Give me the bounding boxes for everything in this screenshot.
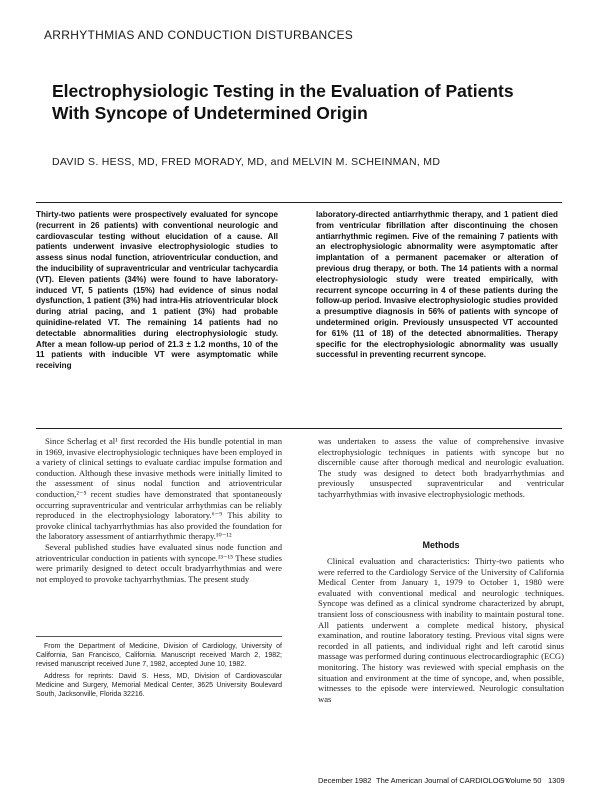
journal-section-heading: ARRHYTHMIAS AND CONDUCTION DISTURBANCES bbox=[44, 28, 354, 42]
footnotes bbox=[36, 642, 282, 702]
abstract-right-column: laboratory-directed antiarrhythmic therapy, and 1 patient died from ventricular fibrillation after discontinuing the chosen antiarrhythmic regimen. Five of the remaining 7 patients with an electrophysiologic abnormality were asymptomatic after implantation of a permanent pacemaker or alteration of previous drug therapy, or both. The 14 patients with a normal electrophysiologic study were treated empirically, with recurrent syncope occurring in 4 of these patients during the follow-up period. Invasive electrophysiologic studies provided a presumptive diagnosis in 56% of patients with syncope of undetermined origin. Previously unsuspected VT accounted for 61% (11 of 18) of the detected abnormalities. Therapy specific for the electrophysiologic abnormality was usually successful in preventing recurrent syncope. bbox=[316, 210, 558, 360]
article-title-line-1: Electrophysiologic Testing in the Evaluation of Patients bbox=[52, 81, 514, 101]
footnote-reprints: Address for reprints: David S. Hess, MD, Division of Cardiovascular Medicine and Surgery, Memorial Medical Center, 3625 University Boulevard South, Jacksonville, Florida 32216. bbox=[36, 673, 282, 698]
article-title-line-2: With Syncope of Undetermined Origin bbox=[52, 103, 368, 123]
abstract-left-column: Thirty-two patients were prospectively evaluated for syncope (recurrent in 26 patients) with conventional neurologic and cardiovascular testing without elucidation of a cause. All patients underwent invasive electrophysiologic studies to assess sinus nodal function, atrioventricular conduction, and the inducibility of supraventricular and ventricular tachycardia (VT). Eleven patients (34%) were found to have laboratory-induced VT, 5 patients (15%) had evidence of sinus nodal dysfunction, 1 patient (3%) had intra-His atrioventricular block during atrial pacing, and 1 patient (3%) had probable quinidine-related VT. The remaining 14 patients had no detectable abnormalities during electrophysiologic study. After a mean follow-up period of 21.3 ± 1.2 months, 10 of the 11 patients with inducible VT were asymptomatic while receiving bbox=[36, 210, 278, 371]
intro-paragraph-2: Several published studies have evaluated sinus node function and atrioventricular conduction in patients with syncope.¹³⁻¹⁵ These studies were primarily designed to detect occult bradyarrhythmias and were not employed to provoke tachyarrhythmias. The present study bbox=[36, 541, 282, 584]
intro-paragraph-continued: was undertaken to assess the value of comprehensive invasive electrophysiologic techniques in patients with syncope but no discernible cause after thorough medical and neurologic evaluation. The study was designed to detect both bradyarrhythmias and previously unsuspected supraventricular and ventricular tachyarrhythmias with invasive electrophysiologic methods. bbox=[318, 436, 564, 499]
footnote-affiliation: From the Department of Medicine, Division of Cardiology, University of California, San Francisco, California. Manuscript received March 2, 1982; revised manuscript received June 7, 1982, accepted June 10, 1982. bbox=[36, 643, 282, 668]
methods-column bbox=[318, 556, 564, 704]
intro-paragraph-1: Since Scherlag et al¹ first recorded the His bundle potential in man in 1969, invasive electrophysiologic techniques have been employed in a variety of clinical settings to evaluate cardiac impulse formation and conduction. Although these invasive methods were initially limited to the assessment of sinus nodal function and atrioventricular conduction,²⁻⁵ recent studies have demonstrated that spontaneously occurring supraventricular and ventricular arrhythmias can be reliably reproduced in the electrophysiology laboratory.⁶⁻⁹ This ability to provoke clinical tachyarrhythmias has also provided the foundation for the laboratory assessment of antiarrhythmic therapy.¹⁰⁻¹² bbox=[36, 436, 282, 542]
footnote-rule bbox=[36, 636, 282, 637]
body-left-column bbox=[36, 436, 282, 584]
body-right-column bbox=[318, 436, 564, 500]
abstract-top-rule bbox=[36, 202, 562, 203]
methods-heading: Methods bbox=[422, 540, 460, 550]
article-authors: DAVID S. HESS, MD, FRED MORADY, MD, and MELVIN M. SCHEINMAN, MD bbox=[52, 156, 441, 168]
methods-paragraph-1: Clinical evaluation and characteristics: Thirty-two patients who were referred to the Cardiology Service of the University of California Medical Center from January 1, 1979 to October 1, 1980 were evaluated with conventional medical and neurologic techniques. Syncope was defined as a clinical syndrome characterized by abrupt, transient loss of consciousness with inability to maintain postural tone. All patients underwent a complete medical history, physical examination, and routine laboratory testing. Previous vital signs were recorded in all patients, and individual right and left carotid sinus massage was performed during continuous electrocardiographic (ECG) monitoring. The history was reviewed with special emphasis on the situation and environment at the time of syncope, and, when possible, witnesses to the episode were interviewed. Neurologic consultation was bbox=[318, 556, 564, 704]
abstract-bottom-rule bbox=[36, 428, 562, 429]
footer-journal: The American Journal of CARDIOLOGY bbox=[376, 776, 510, 785]
footer-date: December 1982 bbox=[318, 776, 372, 785]
footer-volume: Volume 50 bbox=[506, 776, 542, 785]
article-title bbox=[52, 80, 532, 124]
footer-page-number: 1309 bbox=[548, 776, 565, 785]
